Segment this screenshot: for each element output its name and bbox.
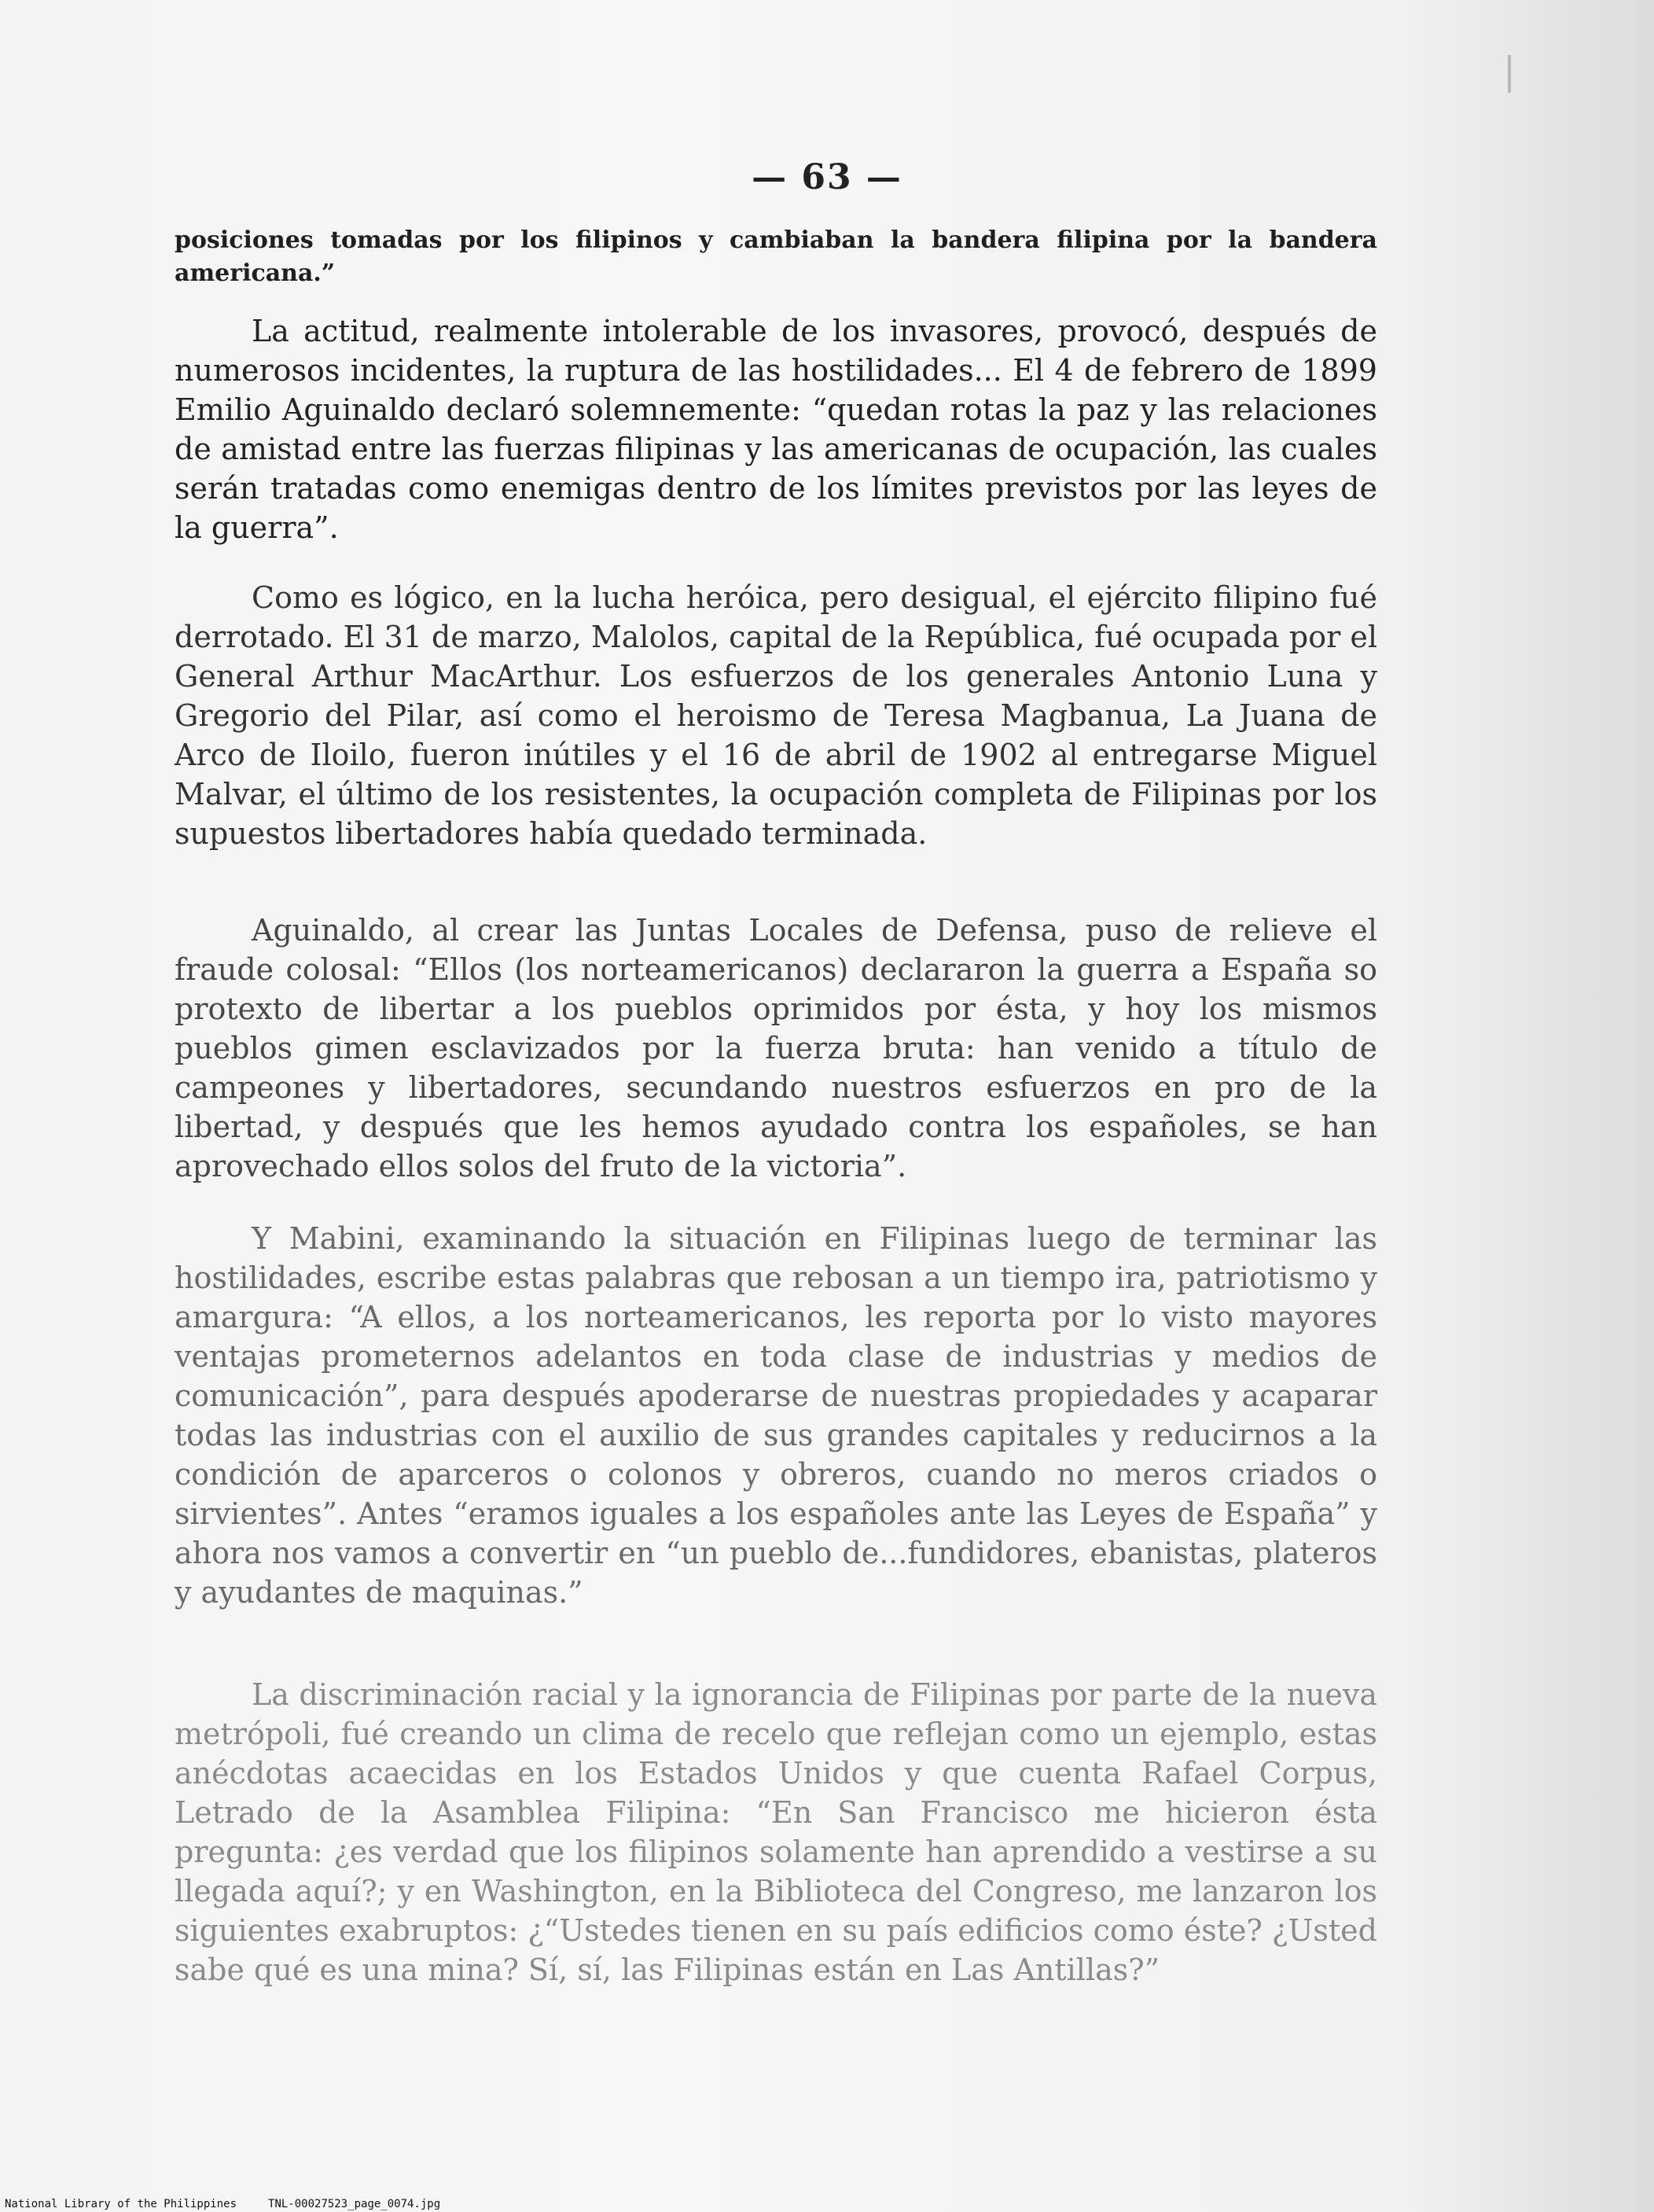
paragraph-4: Y Mabini, examinando la situación en Filipinas luego de terminar las hostilidades, escribe estas palabras que rebosan a un tiempo ira, patriotismo y amargura: “A ellos, a los norteamericanos, les reporta por lo visto mayores ventajas prometernos adelantos en toda clase de industrias y medios de comunicación”, para después apoderarse de nuestras propiedades y acaparar todas las industrias con el auxilio de sus grandes capitales y reducirnos a la condición de aparceros o colonos y obreros, cuando no meros criados o sirvientes”. Antes “eramos iguales a los españoles ante las Leyes de España” y ahora nos vamos a convertir en “un pueblo de...fundidores, ebanistas, plateros y ayudantes de maquinas.”	[175, 1221, 1377, 1610]
page-number: — 63 —	[752, 157, 902, 197]
quote-continuation: posiciones tomadas por los filipinos y cambiaban la bandera filipina por la bandera americana.”	[175, 226, 1377, 287]
paragraph-2: Como es lógico, en la lucha heróica, pero desigual, el ejército filipino fué derrotado. El 31 de marzo, Malolos, capital de la República, fué ocupada por el General Arthur MacArthur. Los esfuerzos de los generales Antonio Luna y Gregorio del Pilar, así como el heroismo de Teresa Magbanua, La Juana de Arco de Iloilo, fueron inútiles y el 16 de abril de 1902 al entregarse Miguel Malvar, el último de los resistentes, la ocupación completa de Filipinas por los supuestos libertadores había quedado terminada.	[175, 580, 1377, 851]
footer-library: National Library of the Philippines	[5, 2198, 237, 2210]
paragraph-3: Aguinaldo, al crear las Juntas Locales de Defensa, puso de relieve el fraude colosal: “Ellos (los norteamericanos) declararon la guerra a España so protexto de libertar a los pueblos oprimidos por ésta, y hoy los mismos pueblos gimen esclavizados por la fuerza bruta: han venido a título de campeones y libertadores, secundando nuestros esfuerzos en pro de la libertad, y después que les hemos ayudado contra los españoles, se han aprovechado ellos solos del fruto de la victoria”.	[175, 913, 1377, 1183]
margin-mark	[1508, 55, 1511, 93]
paragraph-5: La discriminación racial y la ignorancia de Filipinas por parte de la nueva metrópoli, fué creando un clima de recelo que reflejan como un ejemplo, estas anécdotas acaecidas en los Estados Unidos y que cuenta Rafael Corpus, Letrado de la Asamblea Filipina: “En San Francisco me hicieron ésta pregunta: ¿es verdad que los filipinos solamente han aprendido a vestirse a su llegada aquí?; y en Washington, en la Biblioteca del Congreso, me lanzaron los siguientes exabruptos: ¿“Ustedes tienen en su país edificios como éste? ¿Usted sabe qué es una mina? Sí, sí, las Filipinas están en Las Antillas?”	[175, 1677, 1377, 1987]
paragraph-1: La actitud, realmente intolerable de los invasores, provocó, después de numerosos incidentes, la ruptura de las hostilidades... El 4 de febrero de 1899 Emilio Aguinaldo declaró solemnemente: “quedan rotas la paz y las relaciones de amistad entre las fuerzas filipinas y las americanas de ocupación, las cuales serán tratadas como enemigas dentro de los límites previstos por las leyes de la guerra”.	[175, 314, 1377, 545]
footer-file-id: TNL-00027523_page_0074.jpg	[268, 2198, 441, 2210]
scan-footer	[5, 2198, 440, 2210]
